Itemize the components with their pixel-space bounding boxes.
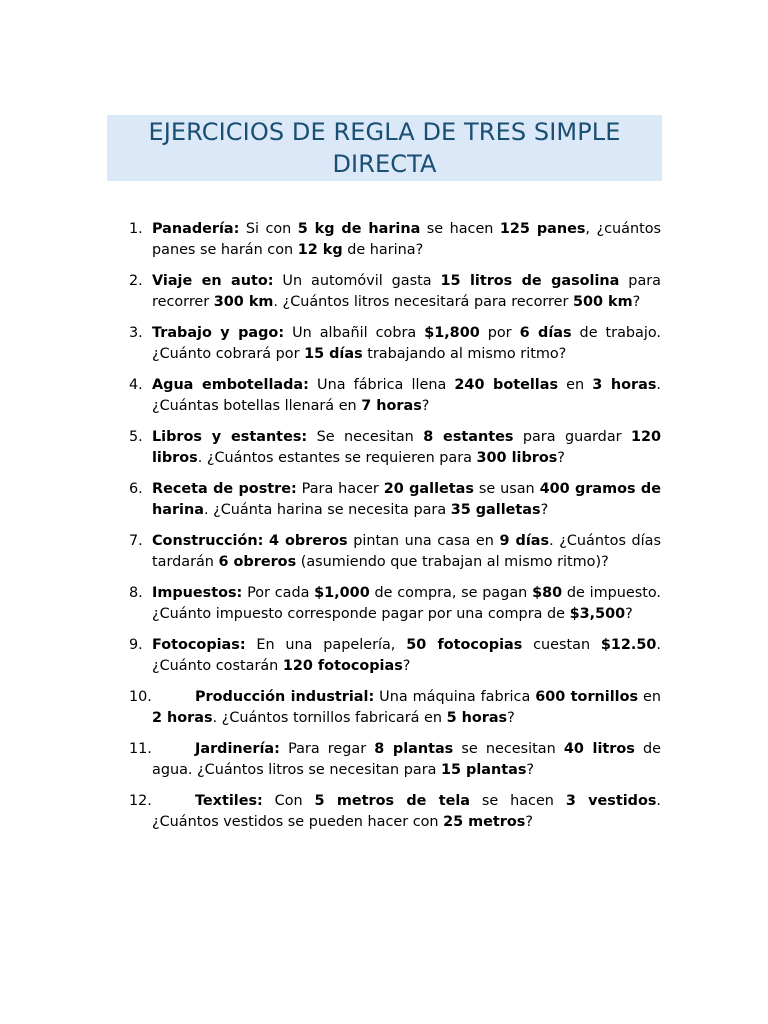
exercise-number: 10. [129,689,152,705]
exercise-item [129,583,661,625]
exercise-text: de impuesto. ¿Cuánto impuesto corresponde pagar por una compra de [152,585,662,622]
exercise-number: 11. [129,741,152,757]
exercise-text: Para regar [279,741,375,757]
exercise-number: 9. [129,637,143,653]
exercise-text: . ¿Cuánta harina se necesita para [203,502,451,518]
exercise-emphasis: $3,500 [569,606,626,622]
exercise-text: Un automóvil gasta [273,273,441,289]
exercise-text: cuestan [522,637,601,653]
exercise-emphasis: 9 días [499,533,550,549]
exercise-emphasis: Construcción: [152,533,264,549]
exercise-list [129,219,661,843]
exercise-emphasis: $1,000 [314,585,370,601]
exercise-emphasis: 6 obreros [218,554,297,570]
exercise-item [129,427,661,469]
exercise-text: Una máquina fabrica [374,689,536,705]
exercise-emphasis: 120 libros [152,429,662,466]
exercise-item [129,479,661,521]
exercise-text: . ¿Cuántos días tardarán [152,533,661,570]
exercise-emphasis: 5 horas [446,710,508,726]
exercise-emphasis: 15 plantas [441,762,527,778]
exercise-text: se hacen [470,793,566,809]
exercise-emphasis: 3 horas [592,377,657,393]
exercise-emphasis: 600 tornillos [535,689,639,705]
exercise-emphasis: Agua embotellada: [152,377,309,393]
exercise-emphasis: 40 litros [563,741,635,757]
exercise-text: en [558,377,593,393]
exercise-emphasis: Libros y estantes: [152,429,308,445]
exercise-emphasis: Jardinería: [195,741,280,757]
exercise-text: de compra, se pagan [369,585,533,601]
exercise-emphasis: 5 kg de harina [297,221,421,237]
exercise-emphasis: 2 horas [152,710,213,726]
exercise-text: por [479,325,520,341]
exercise-emphasis: Trabajo y pago: [152,325,285,341]
exercise-item [129,635,661,677]
exercise-item [129,791,661,833]
title-banner [107,115,662,181]
exercise-item [129,687,661,729]
exercise-emphasis: 4 obreros [268,533,348,549]
exercise-text: trabajando al mismo ritmo? [362,346,567,362]
exercise-number: 4. [129,377,143,393]
page-title: EJERCICIOS DE REGLA DE TRES SIMPLE DIRECTA [148,118,621,178]
exercise-emphasis: 35 galletas [450,502,541,518]
exercise-emphasis: 8 plantas [374,741,454,757]
exercise-number: 3. [129,325,143,341]
exercise-number: 1. [129,221,143,237]
exercise-emphasis: 15 litros de gasolina [440,273,620,289]
exercise-number: 5. [129,429,143,445]
exercise-text: de trabajo. ¿Cuánto cobrará por [152,325,661,362]
exercise-emphasis: 8 estantes [423,429,514,445]
exercise-emphasis: 5 metros de tela [314,793,470,809]
exercise-emphasis: 300 km [213,294,274,310]
exercise-text: . ¿Cuántas botellas llenará en [152,377,661,414]
exercise-emphasis: Panadería: [152,221,240,237]
exercise-text: . ¿Cuántos estantes se requieren para [197,450,477,466]
exercise-text: Se necesitan [307,429,424,445]
exercise-item [129,739,661,781]
exercise-emphasis: 500 km [572,294,633,310]
exercise-emphasis: Impuestos: [152,585,243,601]
exercise-emphasis: 20 galletas [383,481,474,497]
exercise-text: . ¿Cuánto costarán [152,637,661,674]
exercise-text: se hacen [420,221,500,237]
exercise-number: 2. [129,273,143,289]
exercise-text: Por cada [242,585,315,601]
exercise-emphasis: 125 panes [499,221,586,237]
exercise-text: (asumiendo que trabajan al mismo ritmo)? [296,554,609,570]
exercise-emphasis: $80 [532,585,563,601]
exercise-text: de agua. ¿Cuántos litros se necesitan para [152,741,661,778]
exercise-emphasis: 3 vestidos [565,793,657,809]
exercise-emphasis: Viaje en auto: [152,273,274,289]
exercise-number: 8. [129,585,143,601]
exercise-text: ? [526,762,535,778]
exercise-emphasis: 400 gramos de harina [152,481,661,518]
exercise-text: ? [402,658,411,674]
exercise-emphasis: Receta de postre: [152,481,297,497]
exercise-text: para guardar [513,429,631,445]
exercise-text: ? [557,450,565,466]
exercise-emphasis: 120 fotocopias [282,658,403,674]
exercise-number: 12. [129,793,152,809]
exercise-text: de harina? [342,242,424,258]
exercise-text: ? [421,398,430,414]
exercise-emphasis: 12 kg [297,242,343,258]
exercise-text: se necesitan [453,741,564,757]
exercise-text: ? [540,502,549,518]
exercise-emphasis: 300 libros [476,450,558,466]
exercise-emphasis: 15 días [304,346,363,362]
exercise-emphasis: 50 fotocopias [406,637,523,653]
exercise-item [129,219,661,261]
exercise-text: Si con [239,221,298,237]
exercise-emphasis: 240 botellas [454,377,559,393]
exercise-text: pintan una casa en [347,533,500,549]
exercise-emphasis: 25 metros [443,814,526,830]
exercise-text: ? [625,606,633,622]
exercise-text: para recorrer [152,273,661,310]
exercise-text: Un albañil cobra [284,325,425,341]
exercise-emphasis: $12.50 [600,637,657,653]
exercise-text: ? [507,710,515,726]
exercise-emphasis: $1,800 [424,325,480,341]
exercise-text: se usan [473,481,540,497]
exercise-text: . ¿Cuántos litros necesitará para recorrer [273,294,573,310]
exercise-text: Una fábrica llena [308,377,455,393]
exercise-text: ? [525,814,533,830]
exercise-item [129,323,661,365]
exercise-text: . ¿Cuántos tornillos fabricará en [212,710,447,726]
exercise-item [129,531,661,573]
exercise-emphasis: Textiles: [195,793,263,809]
exercise-text: Para hacer [296,481,384,497]
exercise-text: , ¿cuántos panes se harán con [152,221,662,258]
exercise-item [129,375,661,417]
exercise-text: Con [262,793,315,809]
exercise-number: 6. [129,481,143,497]
exercise-text: ? [632,294,641,310]
exercise-text: en [638,689,661,705]
exercise-emphasis: 7 horas [361,398,422,414]
exercise-text: En una papelería, [245,637,407,653]
exercise-item [129,271,661,313]
exercise-text: . ¿Cuántos vestidos se pueden hacer con [152,793,661,830]
exercise-emphasis: 6 días [519,325,572,341]
exercise-emphasis: Fotocopias: [152,637,246,653]
exercise-emphasis: Producción industrial: [195,689,375,705]
exercise-number: 7. [129,533,143,549]
